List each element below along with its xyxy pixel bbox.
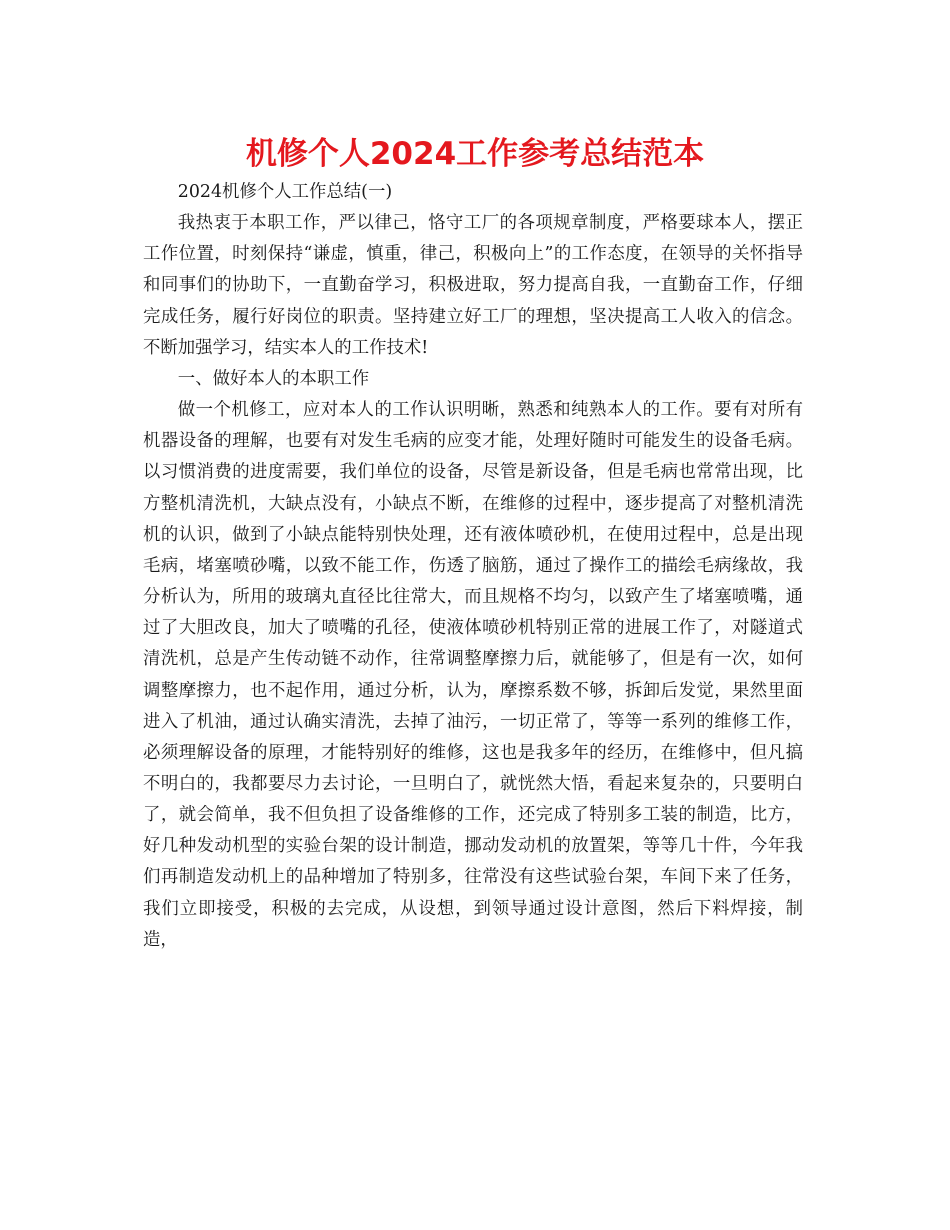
document-title: 机修个人2024工作参考总结范本 xyxy=(245,136,705,172)
paragraph-section-1: 做一个机修工，应对本人的工作认识明晰，熟悉和纯熟本人的工作。要有对所有机器设备的理解，也要有对发生毛病的应变才能，处理好随时可能发生的设备毛病。以习惯消费的进度需要，我们单位的设备，尽管是新设备，但是毛病也常常出现，比方整机清洗机，大缺点没有，小缺点不断，在维修的过程中，逐步提高了对整机清洗机的认识，做到了小缺点能特别快处理，还有液体喷砂机，在使用过程中，总是出现毛病，堵塞喷砂嘴，以致不能工作，伤透了脑筋，通过了操作工的描绘毛病缘故，我分析认为，所用的玻璃丸直径比往常大，而且规格不均匀，以致产生了堵塞喷嘴，通过了大胆改良，加大了喷嘴的孔径，使液体喷砂机特别正常的进展工作了，对隧道式清洗机，总是产生传动链不动作，往常调整摩擦力后，就能够了，但是有一次，如何调整摩擦力，也不起作用，通过分析，认为，摩擦系数不够，拆卸后发觉，果然里面进入了机油，通过认确实清洗，去掉了油污，一切正常了，等等一系列的维修工作，必须理解设备的原理，才能特别好的维修，这也是我多年的经历，在维修中，但凡搞不明白的，我都要尽力去讨论，一旦明白了，就恍然大悟，看起来复杂的，只要明白了，就会简单，我不但负担了设备维修的工作，还完成了特别多工装的制造，比方，好几种发动机型的实验台架的设计制造，挪动发动机的放置架，等等几十件，今年我们再制造发动机上的品种增加了特别多，往常没有这些试验台架，车间下来了任务，我们立即接受，积极的去完成，从设想，到领导通过设计意图，然后下料焊接，制造， xyxy=(143,400,803,950)
document-subtitle: 2024机修个人工作总结(一) xyxy=(177,182,393,202)
section-heading-1: 一、做好本人的本职工作 xyxy=(177,368,370,389)
document-body xyxy=(143,177,803,956)
paragraph-intro: 我热衷于本职工作，严以律己，恪守工厂的各项规章制度，严格要球本人，摆正工作位置，时刻保持“谦虚，慎重，律己，积极向上”的工作态度，在领导的关怀指导和同事们的协助下，一直勤奋学习，积极进取，努力提高自我，一直勤奋工作，仔细完成任务，履行好岗位的职责。坚持建立好工厂的理想，坚决提高工人收入的信念。不断加强学习，结实本人的工作技术! xyxy=(143,213,803,358)
